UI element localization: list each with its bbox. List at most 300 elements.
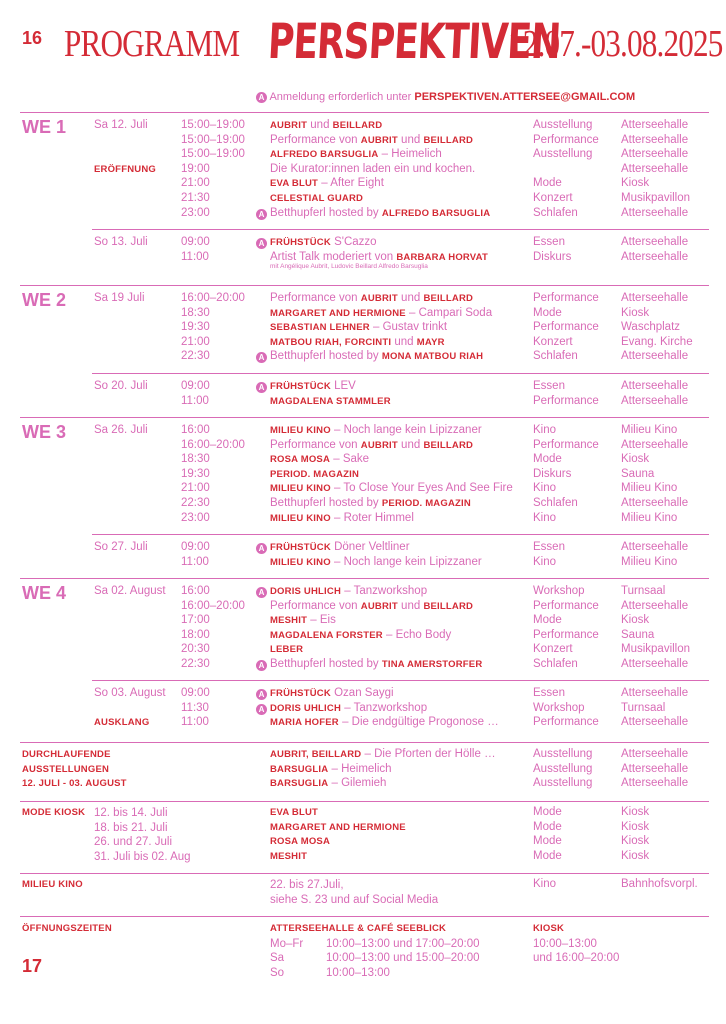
date-range: 12.07.-03.08.2025 — [508, 23, 723, 65]
event-location: Atterseehalle — [621, 119, 689, 131]
event-location: Musikpavillon — [621, 192, 691, 204]
event-title-text: und — [397, 599, 424, 612]
event-artist: AUBRIT — [360, 134, 398, 146]
event-artist: CELESTIAL GUARD — [270, 193, 364, 204]
event-time: 16:00 — [181, 585, 210, 597]
day-tag: AUSKLANG — [94, 717, 150, 729]
event-artist: MILIEU KINO — [270, 512, 331, 524]
event-artist: MESHIT — [270, 615, 308, 627]
event-artist: DORIS UHLICH — [270, 586, 342, 597]
event-title-text: Betthupferl hosted by — [270, 350, 382, 363]
day-label: So 20. Juli — [94, 380, 148, 392]
kiosk-dates: 18. bis 21. Juli — [94, 821, 168, 834]
event-artist: BARSUGLIA — [270, 763, 329, 775]
exhibition-location: Atterseehalle — [621, 777, 689, 790]
event-location: Milieu Kino — [621, 555, 678, 568]
event-artist: MARGARET AND HERMIONE — [270, 821, 406, 833]
event-category: Schlafen — [533, 206, 578, 219]
day-label: So 27. Juli — [94, 541, 148, 553]
event-title-text: – Die Pforten der Hölle … — [361, 748, 496, 760]
notice-text: Anmeldung erforderlich unter — [269, 91, 412, 103]
event-location: Atterseehalle — [621, 541, 689, 553]
weekend-label: WE 1 — [22, 117, 67, 137]
event-category: Essen — [533, 380, 565, 392]
event-time: 21:00 — [181, 177, 210, 190]
event-location: Kiosk — [621, 306, 650, 319]
day-label: Sa 12. Juli — [94, 119, 148, 131]
event-title-text: Performance von — [270, 133, 361, 146]
kiosk-dates: 12. bis 14. Juli — [94, 807, 168, 819]
event-title — [270, 585, 427, 597]
event-title — [270, 292, 473, 304]
exhibition-location: Atterseehalle — [621, 762, 689, 775]
event-location: Waschplatz — [621, 321, 681, 334]
event-artist: AUBRIT — [270, 120, 308, 131]
exhibition-category: Ausstellung — [533, 748, 593, 760]
event-time: 15:00–19:00 — [181, 119, 245, 131]
event-artist: MAGDALENA STAMMLER — [270, 395, 391, 407]
event-location: Atterseehalle — [621, 497, 689, 509]
event-subtitle: mit Angélique Aubrit, Ludovic Beillard Alfredo Barsuglia — [270, 262, 428, 270]
event-category: Schlafen — [533, 658, 578, 670]
perspektiven-logo: PERSPEKTIVEN — [266, 14, 562, 71]
event-title — [270, 192, 363, 204]
event-artist: MONA MATBOU RIAH — [381, 351, 484, 363]
exhibition-location: Atterseehalle — [621, 748, 689, 760]
event-title — [270, 307, 492, 319]
kiosk-location: Kiosk — [621, 806, 650, 818]
circled-a-icon: A — [256, 209, 267, 220]
event-artist: BEILLARD — [332, 120, 383, 131]
event-title-text: Artist Talk moderiert von — [270, 250, 397, 263]
circled-a-icon: A — [256, 238, 267, 249]
event-artist: BARSUGLIA — [270, 778, 329, 790]
event-category: Mode — [533, 306, 562, 319]
event-location: Atterseehalle — [621, 716, 689, 729]
event-category: Kino — [533, 424, 557, 436]
event-category: Diskurs — [533, 250, 572, 263]
venue-label: ATTERSEEHALLE & CAFÉ SEEBLICK — [270, 923, 447, 934]
weekend-label: WE 3 — [22, 422, 67, 442]
event-title-text: – Tanzworkshop — [341, 585, 428, 597]
event-category: Performance — [533, 716, 599, 729]
event-time: 15:00–19:00 — [181, 133, 245, 146]
milieu-kino-dates: 22. bis 27.Juli, — [270, 879, 344, 891]
event-title — [270, 134, 473, 146]
event-location: Atterseehalle — [621, 236, 689, 248]
event-time: 09:00 — [181, 236, 210, 248]
section-divider — [20, 417, 709, 418]
event-artist: DORIS UHLICH — [270, 702, 342, 714]
event-title — [270, 439, 473, 451]
event-location: Turnsaal — [621, 701, 666, 714]
event-location: Atterseehalle — [621, 438, 689, 451]
kiosk-category: Mode — [533, 820, 562, 833]
event-title — [270, 321, 447, 333]
event-title-text: – Noch lange kein Lipizzaner — [330, 555, 482, 568]
event-time: 16:00–20:00 — [181, 292, 245, 304]
exhibition-category: Ausstellung — [533, 777, 593, 790]
event-time: 22:30 — [181, 658, 210, 670]
event-location: Atterseehalle — [621, 292, 689, 304]
event-title — [270, 380, 356, 392]
section-divider — [20, 285, 709, 286]
event-time: 23:00 — [181, 511, 210, 524]
event-time: 22:30 — [181, 350, 210, 363]
event-artist: SEBASTIAN LEHNER — [270, 322, 370, 334]
event-category: Konzert — [533, 192, 573, 204]
event-title — [270, 748, 496, 760]
event-category: Workshop — [533, 585, 585, 597]
event-title-text: – Gilemieh — [328, 777, 387, 790]
event-title — [270, 600, 473, 612]
circled-a-icon: A — [256, 382, 267, 393]
event-location: Sauna — [621, 467, 655, 480]
event-time: 11:30 — [181, 701, 209, 714]
event-artist: PERIOD. MAGAZIN — [381, 498, 471, 509]
event-time: 16:00 — [181, 424, 210, 436]
kiosk-location: Kiosk — [621, 849, 650, 862]
event-category: Kino — [533, 482, 557, 495]
event-category: Essen — [533, 541, 565, 553]
event-title-text: und — [397, 438, 424, 451]
event-title — [270, 835, 330, 847]
kiosk-category: Mode — [533, 806, 562, 818]
event-title-text: – Tanzworkshop — [341, 701, 428, 714]
day-label: So 13. Juli — [94, 236, 148, 248]
event-artist: BEILLARD — [423, 293, 474, 304]
event-title — [270, 350, 483, 362]
event-category: Schlafen — [533, 497, 578, 509]
event-artist: MILIEU KINO — [270, 483, 331, 495]
event-time: 09:00 — [181, 380, 210, 392]
event-category: Ausstellung — [533, 148, 593, 161]
event-artist: EVA BLUT — [270, 807, 319, 818]
event-category: Workshop — [533, 701, 585, 714]
event-artist: MAGDALENA FORSTER — [270, 629, 383, 641]
event-time: 21:30 — [181, 192, 210, 204]
kiosk-hours: und 16:00–20:00 — [533, 952, 620, 965]
event-category: Konzert — [533, 335, 573, 348]
section-divider — [20, 742, 709, 743]
event-title-text: – Heimelich — [328, 762, 392, 775]
day-label: Sa 02. August — [94, 585, 166, 597]
event-location: Evang. Kirche — [621, 335, 693, 348]
event-title-text: – Eis — [307, 614, 336, 627]
event-time: 23:00 — [181, 206, 210, 219]
kiosk-dates: 26. und 27. Juli — [94, 836, 173, 849]
event-artist: EVA BLUT — [270, 178, 319, 190]
event-category: Kino — [533, 511, 557, 524]
event-category: Performance — [533, 394, 599, 407]
event-category: Essen — [533, 687, 565, 699]
event-artist: AUBRIT, BEILLARD — [270, 749, 362, 760]
event-title — [270, 207, 490, 219]
exhibitions-label: 12. JULI - 03. AUGUST — [22, 778, 127, 790]
event-location: Atterseehalle — [621, 599, 689, 612]
circled-a-icon: A — [256, 660, 267, 671]
exhibitions-label: AUSSTELLUNGEN — [22, 763, 110, 775]
event-title-text: Betthupferl hosted by — [270, 658, 382, 670]
event-artist: ALFREDO BARSUGLIA — [270, 149, 379, 161]
mode-kiosk-label: MODE KIOSK — [22, 807, 86, 818]
event-artist: BARBARA HORVAT — [396, 251, 488, 263]
event-artist: BEILLARD — [423, 134, 474, 146]
event-artist: ROSA MOSA — [270, 454, 331, 466]
section-divider — [20, 578, 709, 579]
event-artist: MARIA HOFER — [270, 717, 339, 729]
event-time: 09:00 — [181, 687, 210, 699]
kiosk-hours: 10:00–13:00 — [533, 937, 597, 950]
event-artist: MAYR — [416, 336, 445, 348]
event-title — [270, 424, 482, 436]
kiosk-category: Mode — [533, 849, 562, 862]
event-title — [270, 453, 369, 465]
event-title-text: – Sake — [330, 453, 370, 466]
event-title-text: LEV — [330, 380, 356, 392]
program-label: PROGRAMM — [64, 23, 240, 65]
event-location: Musikpavillon — [621, 643, 691, 656]
kiosk-category: Mode — [533, 835, 562, 848]
event-title — [270, 806, 318, 818]
event-time: 09:00 — [181, 541, 210, 553]
event-artist: FRÜHSTÜCK — [270, 688, 331, 699]
event-category: Schlafen — [533, 350, 578, 363]
exhibition-category: Ausstellung — [533, 762, 593, 775]
page-number-bottom: 17 — [22, 956, 43, 976]
event-artist: MESHIT — [270, 850, 308, 862]
event-time: 18:00 — [181, 628, 210, 641]
circled-a-icon: A — [256, 352, 267, 363]
event-title-text: und — [397, 292, 424, 304]
event-category: Performance — [533, 438, 599, 451]
milieu-kino-category: Kino — [533, 878, 557, 890]
circled-a-icon: A — [256, 704, 267, 715]
event-category: Diskurs — [533, 467, 572, 480]
event-time: 11:00 — [181, 555, 209, 568]
event-title — [270, 497, 471, 509]
event-title-text: Betthupferl hosted by — [270, 497, 382, 509]
event-artist: AUBRIT — [360, 439, 398, 451]
hours-times: 10:00–13:00 und 15:00–20:00 — [326, 952, 480, 965]
event-location: Atterseehalle — [621, 350, 689, 363]
event-title — [270, 541, 410, 553]
event-title-text: – After Eight — [318, 177, 384, 190]
event-time: 18:30 — [181, 453, 210, 466]
event-title — [270, 556, 482, 568]
event-artist: ROSA MOSA — [270, 836, 331, 848]
event-title — [270, 468, 359, 480]
event-title — [270, 482, 513, 494]
event-title — [270, 395, 391, 407]
event-time: 16:00–20:00 — [181, 599, 245, 612]
event-title — [270, 236, 377, 248]
event-artist: MILIEU KINO — [270, 556, 331, 568]
event-artist: PERIOD. MAGAZIN — [270, 468, 360, 480]
event-category: Essen — [533, 236, 565, 248]
opening-hours-label: ÖFFNUNGSZEITEN — [22, 923, 112, 934]
event-title-text: S'Cazzo — [330, 236, 377, 248]
event-title-text: – Roter Himmel — [330, 511, 414, 524]
event-title — [270, 716, 499, 728]
event-time: 19:00 — [181, 162, 210, 175]
event-category: Performance — [533, 321, 599, 334]
hours-days: Sa — [270, 952, 285, 965]
event-location: Atterseehalle — [621, 394, 689, 407]
event-artist: BEILLARD — [423, 439, 474, 451]
circled-a-icon: A — [256, 543, 267, 554]
event-title — [270, 512, 414, 524]
event-title-text: Performance von — [270, 438, 361, 451]
event-title — [270, 251, 488, 263]
event-title-text: – Noch lange kein Lipizzaner — [330, 424, 482, 436]
day-divider — [92, 534, 709, 535]
page-number-top: 16 — [22, 28, 43, 48]
event-location: Kiosk — [621, 614, 650, 627]
event-category: Performance — [533, 628, 599, 641]
event-artist: ALFREDO BARSUGLIA — [381, 207, 491, 219]
event-title-text: Die Kurator:innen laden ein und kochen. — [270, 162, 476, 175]
event-category: Mode — [533, 453, 562, 466]
kiosk-hours-label: KIOSK — [533, 923, 565, 934]
event-title — [270, 119, 382, 131]
event-title — [270, 850, 307, 862]
event-time: 20:30 — [181, 643, 210, 656]
hours-times: 10:00–13:00 und 17:00–20:00 — [326, 937, 480, 950]
event-location: Atterseehalle — [621, 162, 689, 175]
event-artist: FRÜHSTÜCK — [270, 237, 331, 248]
event-artist: MARGARET AND HERMIONE — [270, 307, 406, 319]
event-location: Atterseehalle — [621, 133, 689, 146]
event-title — [270, 336, 445, 348]
day-label: Sa 26. Juli — [94, 424, 148, 436]
event-title-text: und — [307, 119, 333, 131]
section-divider — [20, 916, 709, 917]
day-divider — [92, 373, 709, 374]
event-title — [270, 763, 392, 775]
event-location: Sauna — [621, 628, 655, 641]
event-title-text: Performance von — [270, 292, 361, 304]
day-tag: ERÖFFNUNG — [94, 163, 156, 175]
event-artist: FRÜHSTÜCK — [270, 542, 331, 553]
event-artist: TINA AMERSTORFER — [381, 659, 483, 670]
event-title — [270, 821, 406, 833]
event-time: 21:00 — [181, 335, 210, 348]
event-category: Konzert — [533, 643, 573, 656]
hours-times: 10:00–13:00 — [326, 966, 390, 979]
event-category: Performance — [533, 292, 599, 304]
event-time: 11:00 — [181, 394, 209, 407]
milieu-kino-note: siehe S. 23 und auf Social Media — [270, 893, 439, 906]
event-title — [270, 629, 451, 641]
event-title-text: – Gustav trinkt — [369, 321, 448, 334]
section-divider — [20, 801, 709, 802]
event-artist: MILIEU KINO — [270, 425, 331, 436]
event-artist: LEBER — [270, 644, 304, 656]
event-title-text: Betthupferl hosted by — [270, 206, 382, 219]
event-title-text: – Die endgültige Progonose … — [338, 716, 499, 729]
day-divider — [92, 680, 709, 681]
event-time: 17:00 — [181, 614, 210, 627]
event-title — [270, 777, 386, 789]
weekend-label: WE 2 — [22, 290, 67, 310]
event-category: Performance — [533, 599, 599, 612]
event-location: Atterseehalle — [621, 206, 689, 219]
event-title-text: Ozan Saygi — [330, 687, 394, 699]
notice-email: PERSPEKTIVEN.ATTERSEE@GMAIL.COM — [414, 91, 636, 103]
event-location: Atterseehalle — [621, 148, 689, 161]
event-title — [270, 687, 394, 699]
milieu-kino-location: Bahnhofsvorpl. — [621, 878, 698, 890]
event-title-text: – To Close Your Eyes And See Fire — [330, 482, 513, 495]
event-location: Atterseehalle — [621, 250, 689, 263]
event-category: Ausstellung — [533, 119, 593, 131]
event-category: Mode — [533, 177, 562, 190]
event-time: 21:00 — [181, 482, 210, 495]
event-category: Kino — [533, 555, 557, 568]
event-title — [270, 163, 475, 175]
event-location: Milieu Kino — [621, 482, 678, 495]
event-category: Mode — [533, 614, 562, 627]
kiosk-location: Kiosk — [621, 835, 650, 848]
event-artist: MATBOU RIAH, FORCINTI — [270, 336, 392, 348]
event-location: Milieu Kino — [621, 424, 678, 436]
event-title-text: und — [397, 133, 424, 146]
event-time: 22:30 — [181, 497, 210, 509]
event-title-text: – Campari Soda — [405, 306, 493, 319]
event-title-text: Döner Veltliner — [330, 541, 410, 553]
circled-a-icon: A — [256, 587, 267, 598]
event-title — [270, 614, 336, 626]
event-time: 11:00 — [181, 716, 209, 729]
event-artist: AUBRIT — [360, 600, 398, 612]
event-title — [270, 643, 303, 655]
event-artist: FRÜHSTÜCK — [270, 381, 331, 392]
event-artist: AUBRIT — [360, 293, 398, 304]
exhibitions-label: DURCHLAUFENDE — [22, 749, 111, 760]
event-artist: BEILLARD — [423, 600, 474, 612]
event-title — [270, 702, 427, 714]
section-divider — [20, 112, 709, 113]
event-time: 15:00–19:00 — [181, 148, 245, 161]
registration-notice — [256, 91, 635, 103]
event-title-text: Performance von — [270, 599, 361, 612]
event-time: 16:00–20:00 — [181, 438, 245, 451]
event-title-text: – Echo Body — [382, 628, 452, 641]
circled-a-icon: A — [256, 689, 267, 700]
event-title — [270, 148, 442, 160]
event-location: Kiosk — [621, 177, 650, 190]
event-title-text: und — [391, 335, 417, 348]
kiosk-location: Kiosk — [621, 820, 650, 833]
hours-days: Mo–Fr — [270, 937, 304, 950]
hours-days: So — [270, 966, 285, 979]
event-location: Milieu Kino — [621, 511, 678, 524]
circled-a-icon: A — [256, 92, 267, 103]
event-title — [270, 177, 384, 189]
kiosk-dates: 31. Juli bis 02. Aug — [94, 850, 191, 863]
day-divider — [92, 229, 709, 230]
weekend-label: WE 4 — [22, 583, 67, 603]
event-location: Atterseehalle — [621, 658, 689, 670]
milieu-kino-label: MILIEU KINO — [22, 879, 83, 890]
event-time: 19:30 — [181, 467, 210, 480]
day-label: Sa 19 Juli — [94, 292, 145, 304]
event-location: Atterseehalle — [621, 380, 689, 392]
event-time: 18:30 — [181, 306, 210, 319]
event-location: Kiosk — [621, 453, 650, 466]
event-category: Performance — [533, 133, 599, 146]
